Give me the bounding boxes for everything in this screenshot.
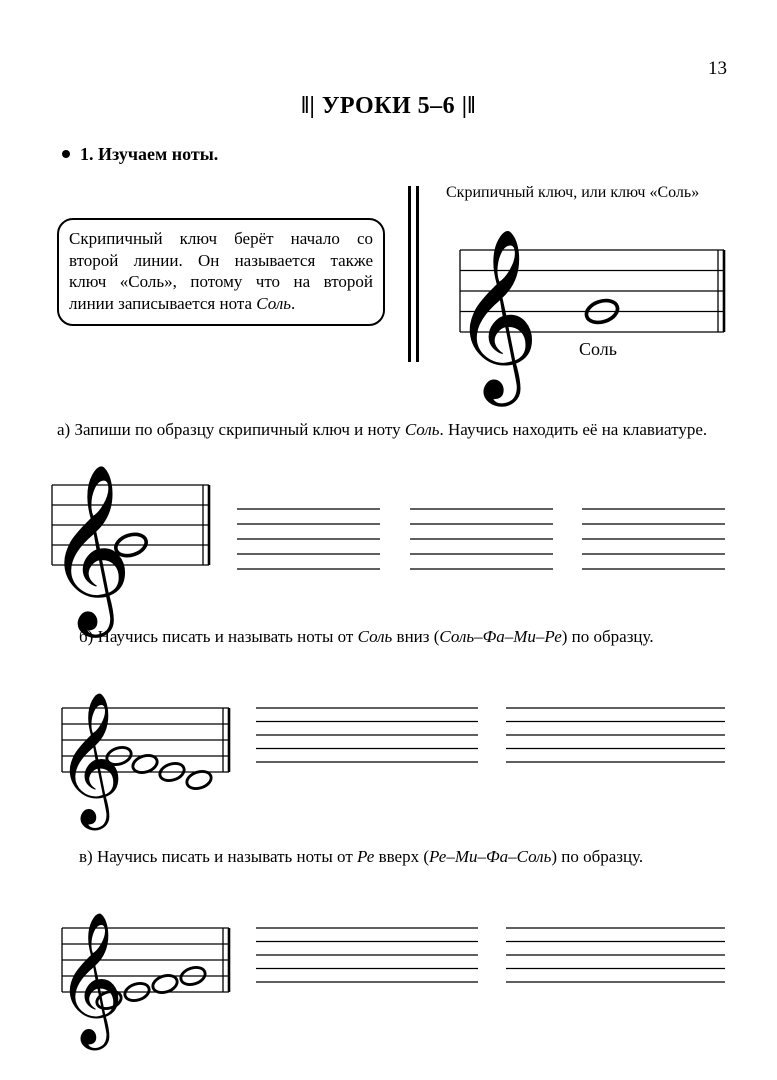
treble-clef-icon: 𝄞 bbox=[452, 226, 540, 399]
info-line-1: Скрипичный ключ берёт начало со bbox=[69, 229, 373, 248]
clefs-group bbox=[47, 227, 539, 1050]
info-line-4: линии записывается нота Соль. bbox=[69, 293, 296, 313]
task-c-sequence: Ре–Ми–Фа–Соль bbox=[429, 847, 552, 866]
section-number: 1. bbox=[80, 144, 94, 164]
section-title: Изучаем ноты. bbox=[98, 144, 219, 164]
title-bar-right: |‖ bbox=[461, 93, 476, 119]
task-b: б) Научись писать и называть ноты от Соль вниз (Соль–Фа–Ми–Ре) по образцу. bbox=[79, 627, 654, 646]
task-a-letter: а) bbox=[57, 420, 71, 439]
task-b-sequence: Соль–Фа–Ми–Ре bbox=[439, 627, 562, 646]
staves-group bbox=[52, 250, 725, 992]
row-b-treble-clef-icon: 𝄞 bbox=[56, 690, 125, 825]
task-c-from: Ре bbox=[357, 847, 375, 866]
info-line-2: второй линии. Он называется также bbox=[69, 250, 373, 270]
task-c-letter: в) bbox=[79, 847, 93, 866]
task-a-note: Соль bbox=[404, 420, 440, 439]
task-c: в) Научись писать и называть ноты от Ре вверх (Ре–Ми–Фа–Соль) по образцу. bbox=[79, 847, 644, 866]
info-note-name: Соль bbox=[256, 293, 291, 313]
task-a: а) Запиши по образцу скрипичный ключ и ноту Соль. Научись находить её на клавиатуре. bbox=[57, 420, 708, 439]
lesson-title-text: УРОКИ 5–6 bbox=[321, 93, 456, 119]
row-c-treble-clef-icon: 𝄞 bbox=[56, 910, 125, 1045]
task-b-letter: б) bbox=[79, 627, 94, 646]
info-line-3: ключ «Соль», потому что на второй bbox=[69, 272, 373, 291]
example-caption: Скрипичный ключ, или ключ «Соль» bbox=[446, 184, 700, 201]
page-number: 13 bbox=[708, 58, 727, 79]
row-a-treble-clef-icon: 𝄞 bbox=[47, 462, 133, 630]
title-bar-left: ‖| bbox=[301, 93, 316, 119]
task-b-from: Соль bbox=[357, 627, 393, 646]
example-note-label: Соль bbox=[579, 339, 617, 359]
notes-group bbox=[95, 297, 621, 1012]
